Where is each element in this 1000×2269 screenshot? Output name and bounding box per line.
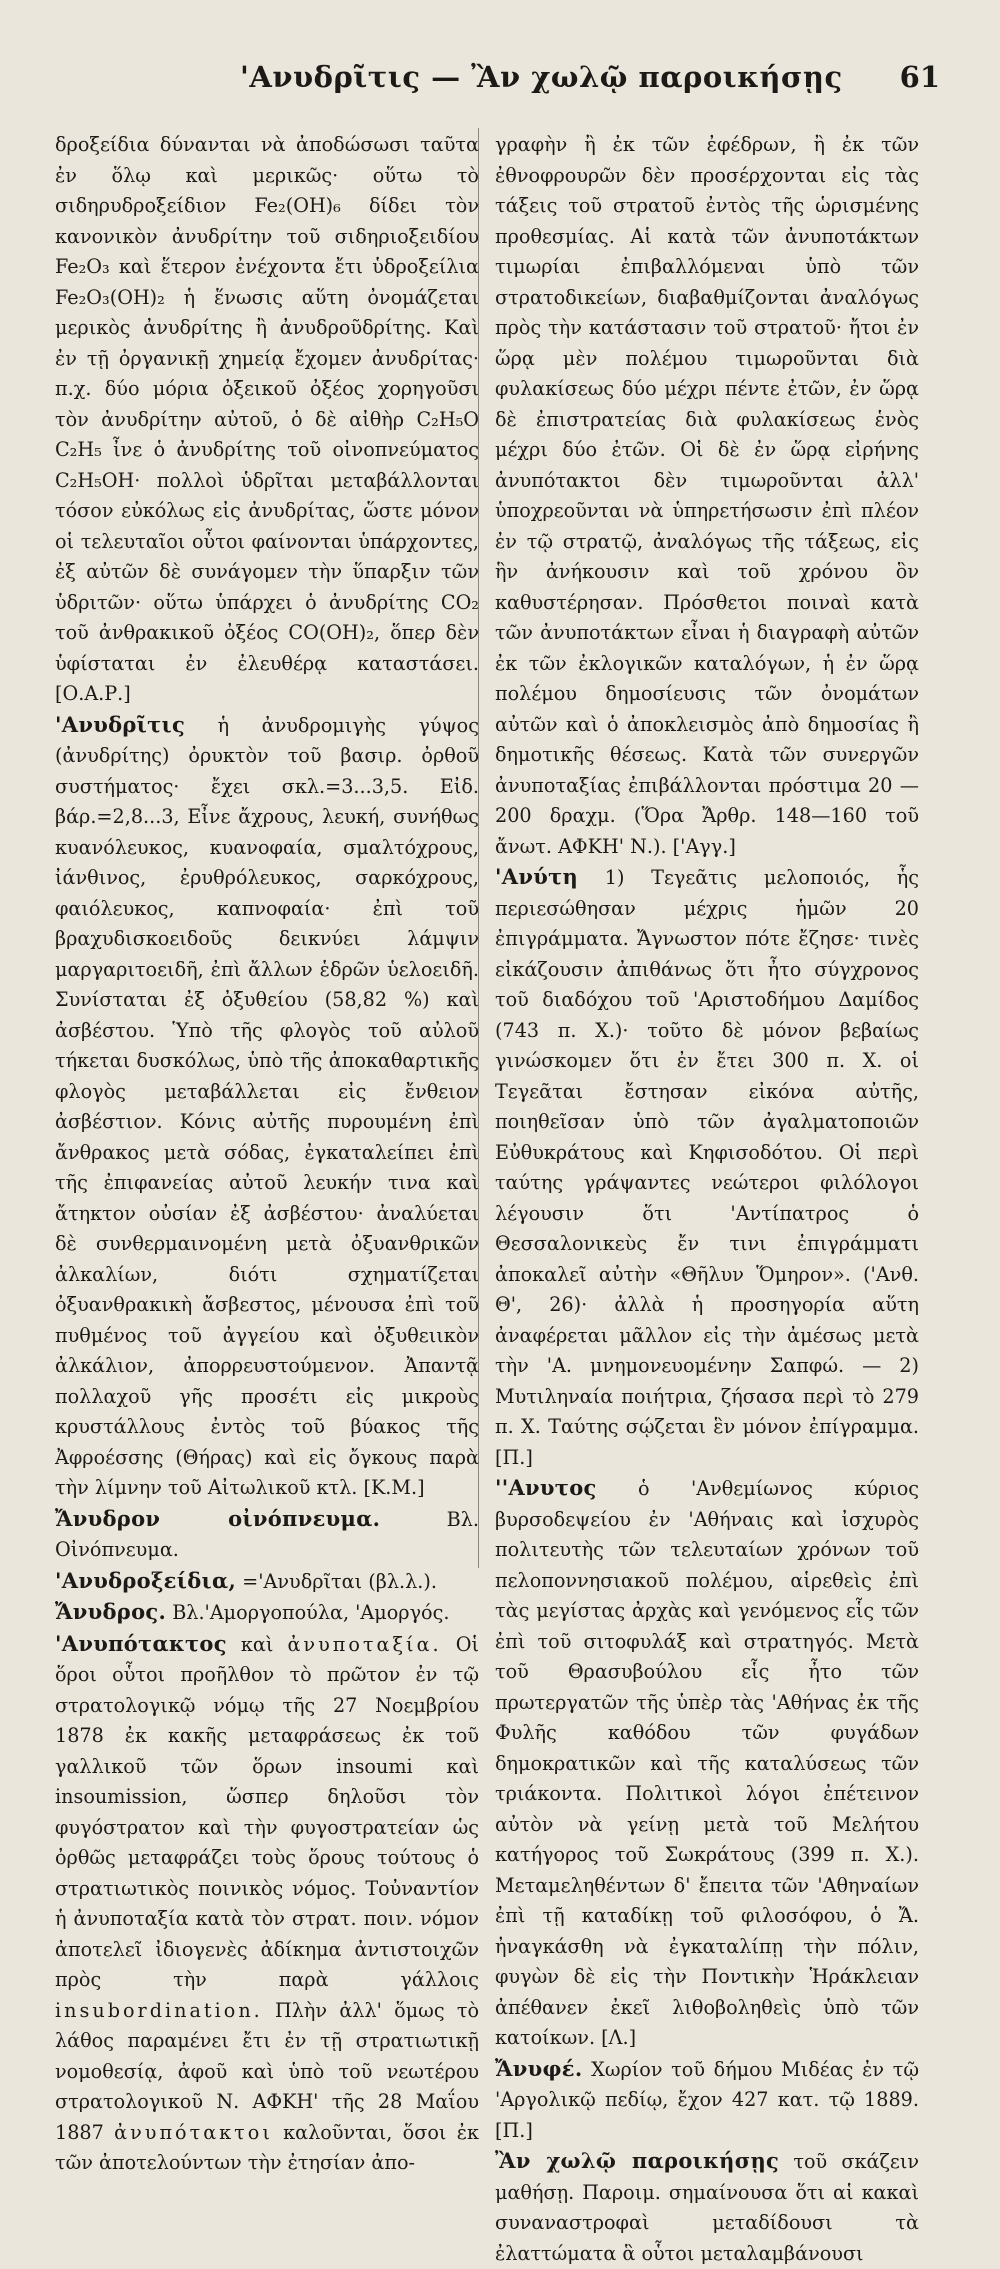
headword: 'Ανυδρῖτις <box>55 711 186 737</box>
entry-anypotaktos <box>55 1629 479 2179</box>
entry-anydritis <box>55 710 479 1504</box>
spaced-term: ἀνυπότακτοι <box>114 2120 273 2144</box>
entry-text: ='Ανυδρῖται (βλ.λ.). <box>236 1569 437 1593</box>
entry-an-cholo <box>495 2146 919 2269</box>
entry-text: Οἱ ὅροι οὗτοι προῆλθον τὸ πρῶτον ἐν τῷ στρατολογικῷ νόμῳ τῆς 27 Νοεμβρίου 1878 ἐκ κακῆς μεταφράσεως ἐκ τοῦ γαλλικοῦ τῶν ὅρων insoumi καὶ insoumission, ὥσπερ δηλοῦσι τὸν φυγόστρατον καὶ τὴν φυγοστρατείαν ὡς ὀρθῶς μεταφράζει τοὺς ὅρους τούτους ὁ στρατιωτικὸς ποινικὸς νόμος. Τοὐναντίον ἡ ἀνυποταξία κατὰ τὸν στρατ. ποιν. νόμον ἀποτελεῖ ἰδιογενὲς ἀδίκημα ἀντιστοιχῶν πρὸς τὴν παρὰ γάλλοις <box>55 1632 479 1991</box>
headword: Ἄνυδρος. <box>55 1599 167 1624</box>
running-header <box>0 58 1000 102</box>
right-column <box>495 130 919 2269</box>
entry-continuation <box>55 130 479 710</box>
headword: 'Ανυδροξείδια, <box>55 1567 237 1593</box>
spaced-term: ἀνυποταξία. <box>287 1632 442 1656</box>
running-title: 'Ανυδρῖτις — Ἂν χωλῷ παροικήσῃς <box>240 60 843 94</box>
entry-anydroxeidia <box>55 1566 479 1598</box>
headword: 'Ανυπότακτος <box>55 1630 227 1656</box>
entry-text: Χωρίον τοῦ δήμου Μιδέας ἐν τῷ 'Αργολικῷ πεδίῳ, ἔχον 427 κατ. τῷ 1889.[Π.] <box>495 2057 919 2142</box>
entry-text: καὶ <box>226 1632 288 1656</box>
left-column <box>55 130 479 2179</box>
entry-text: 1) Τεγεᾶτις μελοποιός, ἧς περιεσώθησαν μέχρις ἡμῶν 20 ἐπιγράμματα. Ἄγνωστον πότε ἔζησε· τινὲς εἰκάζουσιν ἀπιθάνως ὅτι ἦτο σύγχρονος τοῦ διαδόχου τοῦ 'Αριστοδήμου Δαμίδος (743 π. Χ.)· τοῦτο δὲ μόνον βεβαίως γινώσκομεν ὅτι ἐν ἔτει 300 π. Χ. οἱ Τεγεᾶται ἔστησαν εἰκόνα αὐτῆς, ποιηθεῖσαν ὑπὸ τῶν ἀγαλματοποιῶν Εὐθυκράτους καὶ Κηφισοδότου. Οἱ περὶ ταύτης γράψαντες νεώτεροι φιλόλογοι λέγουσιν ὅτι 'Αντίπατρος ὁ Θεσσαλονικεὺς ἔν τινι ἐπιγράμματι ἀποκαλεῖ αὐτὴν «Θῆλυν Ὅμηρον». ('Ανθ. Θ', 26)· ἀλλὰ ἡ προσηγορία αὕτη ἀναφέρεται μᾶλλον εἰς τὴν ἀμέσως μετὰ τὴν 'Α. μνημονευομένην Σαπφώ. — 2) Μυτιληναία ποιήτρια, ζήσασα περὶ τὸ 279 π. Χ. Ταύτης σῴζεται ἓν μόνον ἐπίγραμμα. [Π.] <box>495 866 919 1469</box>
entry-continuation <box>495 130 919 862</box>
entry-text: τοῦ σκάζειν μαθήσῃ. Παροιμ. σημαίνουσα ὅτι αἱ κακαὶ συναναστροφαὶ μεταδίδουσι τὰ ἐλαττώματα ἃ οὗτοι μεταλαμβάνουσι <box>495 2150 920 2265</box>
paragraph-text: γραφὴν ἢ ἐκ τῶν ἐφέδρων, ἢ ἐκ τῶν ἐθνοφρουρῶν δὲν προσέρχονται εἰς τὰς τάξεις τοῦ στρατοῦ ἐντὸς τῆς ὡρισμένης προθεσμίας. Αἱ κατὰ τῶν ἀνυποτάκτων τιμωρίαι ἐπιβαλλόμεναι ὑπὸ τῶν στρατοδικείων, διαβαθμίζονται ἀναλόγως πρὸς τὴν κατάστασιν τοῦ στρατοῦ· ἤτοι ἐν ὥρᾳ μὲν πολέμου τιμωροῦνται διὰ φυλακίσεως δύο μέχρι πέντε ἐτῶν, ἐν ὥρᾳ δὲ ἐπιστρατείας διὰ φυλακίσεως ἑνὸς μέχρι δύο ἐτῶν. Οἱ δὲ ἐν ὥρᾳ εἰρήνης ἀνυπότακτοι δὲν τιμωροῦνται ἀλλ' ὑποχρεοῦνται νὰ ὑπηρετήσωσιν ἐπὶ πλέον ἐν τῷ στρατῷ, ἀναλόγως τῆς τάξεως, εἰς ἣν ἀνήκουσιν καὶ τοῦ χρόνου ὃν καθυστέρησαν. Πρόσθετοι ποιναὶ κατὰ τῶν ἀνυποτάκτων εἶναι ἡ διαγραφὴ αὐτῶν ἐκ τῶν ἐκλογικῶν καταλόγων, ἡ ἐν ὥρᾳ πολέμου δημοσίευσις τῶν ὀνομάτων αὐτῶν καὶ ὁ ἀποκλεισμὸς ἀπὸ δημοσίας ἢ δημοτικῆς θέσεως. Κατὰ τῶν συνεργῶν ἀνυποταξίας ἐπιβάλλονται πρόστιμα 20 — 200 δραχμ. (Ὅρα Ἄρθρ. 148—160 τοῦ ἄνωτ. ΑΦΚΗ' Ν.). ['Αγγ.] <box>495 133 919 858</box>
entry-anytos <box>495 1473 919 2054</box>
headword: ''Ανυτος <box>495 1475 597 1500</box>
headword: Ἂν χωλῷ παροικήσῃς <box>495 2148 780 2173</box>
entry-text: ὁ 'Ανθεμίωνος κύριος βυρσοδεψείου ἐν 'Αθήναις καὶ ἰσχυρὸς πολιτευτὴς τῶν τελευταίων χρόνων τοῦ πελοποννησιακοῦ πολέμου, αἱρεθεὶς ἐπὶ τὰς μεγίστας ἀρχὰς καὶ γενόμενος εἷς τῶν ἐπὶ τοῦ σιτοφυλάξ καὶ στρατηγός. Μετὰ τοῦ Θρασυβούλου εἷς ἦτο τῶν πρωτεργατῶν τῆς ὑπὲρ τὰς 'Αθήνας ἐκ τῆς Φυλῆς καθόδου τῶν φυγάδων δημοκρατικῶν καὶ τῆς καταλύσεως τῶν τριάκοντα. Πολιτικοὶ λόγοι ἐπέτεινον αὐτὸν νὰ γείνῃ μετὰ τοῦ Μελήτου κατήγορος τοῦ Σωκράτους (399 π. Χ.). Μεταμεληθέντων δ' ἔπειτα τῶν 'Αθηναίων ἐπὶ τῇ καταδίκῃ τοῦ φιλοσόφου, ὁ Ἄ. ἠναγκάσθη νὰ ἐγκαταλίπῃ τὴν πόλιν, φυγὼν δὲ εἰς τὴν Ποντικὴν Ἡράκλειαν ἀπέθανεν ἐκεῖ λιθοβοληθεὶς ὑπὸ τῶν κατοίκων. [Λ.] <box>495 1477 919 2049</box>
spaced-term: insubordination. <box>55 1998 263 2022</box>
entry-text: Βλ. Οἰνόπνευμα. <box>55 1507 479 1561</box>
entry-text: Βλ.'Αμοργοπούλα, 'Αμοργός. <box>166 1601 450 1624</box>
entry-anydros <box>55 1597 479 1629</box>
paragraph-text: δροξείδια δύνανται νὰ ἀποδώσωσι ταῦτα ἐν ὅλῳ καὶ μερικῶς· οὕτω τὸ σιδηρυδροξείδιον Fe₂(OH)₆ δίδει τὸν κανονικὸν ἀνυδρίτην τοῦ σιδηριοξειδίου Fe₂O₃ καὶ ἕτερον ἐνέχοντα ἔτι ὑδροξείλια Fe₂O₃(OH)₂ ἡ ἕνωσις αὕτη ὀνομάζεται μερικὸς ἀνυδρίτης ἢ ἀνυδροῦδρίτης. Καὶ ἐν τῇ ὀργανικῇ χημείᾳ ἔχομεν ἀνυδρίτας· π.χ. δύο μόρια ὀξεικοῦ ὀξέος χορηγοῦσι τὸν ἀνυδρίτην αὐτοῦ, ὁ δὲ αἰθὴρ C₂H₅O C₂H₅ ἶνε ὁ ἀνυδρίτης τοῦ οἰνοπνεύματος C₂H₅OH· πολλοὶ ὑδρῖται μεταβάλλονται τόσον εὐκόλως εἰς ἀνυδρίτας, ὥστε μόνον οἱ τελευταῖοι οὗτοι φαίνονται ὑπάρχοντες, ἐξ αὐτῶν δὲ συνάγομεν τὴν ὕπαρξιν τῶν ὑδριτῶν· οὕτω ὑπάρχει ὁ ἀνυδρίτης CO₂ τοῦ ἀνθρακικοῦ ὀξέος CO(OH)₂, ὅπερ δὲν ὑφίσταται ἐν ἐλευθέρᾳ καταστάσει. [Ο.Α.Ρ.] <box>55 133 479 705</box>
entry-text: Πλὴν ἀλλ' ὅμως τὸ λάθος παραμένει ἔτι ἐν τῇ στρατιωτικῇ νομοθεσίᾳ, ἀφοῦ καὶ ὑπὸ τοῦ νεωτέρου στρατολογικοῦ Ν. ΑΦΚΗ' τῆς 28 Μαΐου 1887 <box>55 1998 479 2144</box>
headword: Ἄνυδρον οἰνόπνευμα. <box>55 1505 381 1531</box>
entry-anyfe <box>495 2054 919 2147</box>
entry-anydron-oinopneuma <box>55 1504 479 1566</box>
entry-text: ἡ ἀνυδρομιγὴς γύψος (ἀνυδρίτης) ὀρυκτὸν τοῦ βασιρ. ὀρθοῦ συστήματος· ἔχει σκλ.=3...3,5. Εἰδ. βάρ.=2,8...3, Εἶνε ἄχρους, λευκή, συνήθως κυανόλευκος, κυανοφαία, σμαλτόχρους, ἰάνθινος, ἐρυθρόλευκος, σαρκόχρους, φαιόλευκος, καπνοφαία· ἐπὶ τοῦ βραχυδισκοειδοῦς δεικνύει λάμψιν μαργαριτοειδῆ, ἐπὶ ἄλλων ἑδρῶν ὑελοειδῆ. Συνίσταται ἐξ ὀξυθείου (58,82 %) καὶ ἀσβέστου. Ὑπὸ τῆς φλογὸς τοῦ αὐλοῦ τήκεται δυσκόλως, ὑπὸ τῆς ἀποκαθαρτικῆς φλογὸς μεταβάλλεται εἰς ἔνθειον ἀσβέστιον. Κόνις αὐτῆς πυρουμένη ἐπὶ ἄνθρακος μετὰ σόδας, ἐγκαταλείπει ἐπὶ τῆς ἐπιφανείας αὐτοῦ λευκήν τινα καὶ ἄτηκτον οὐσίαν ἐξ ἀσβέστου· ἀναλύεται δὲ συνθερμαινομένη μετὰ ὀξυανθρικῶν ἀλκαλίων, διότι σχηματίζεται ὀξυανθρακικὴ ἄσβεστος, μένουσα ἐπὶ τοῦ πυθμένος τοῦ ἀγγείου καὶ ὀξυθειικὸν ἀλκάλιον, ἀπορρευστούμενον. Ἀπαντᾷ πολλαχοῦ γῆς προσέτι εἰς μικροὺς κρυστάλλους ἐντὸς τοῦ βύακος τῆς Ἀφροέσσης (Θήρας) καὶ εἰς ὄγκους παρὰ τὴν λίμνην τοῦ Αἰτωλικοῦ κτλ. [Κ.Μ.] <box>55 713 479 1499</box>
page-number: 61 <box>899 60 940 94</box>
headword: 'Ανύτη <box>495 864 579 889</box>
headword: Ἄνυφέ. <box>495 2055 583 2081</box>
entry-text: καλοῦνται, ὅσοι ἐκ τῶν ἀποτελούντων τὴν ἐτησίαν ἀπο- <box>55 2120 479 2174</box>
entry-anyte <box>495 862 919 1473</box>
